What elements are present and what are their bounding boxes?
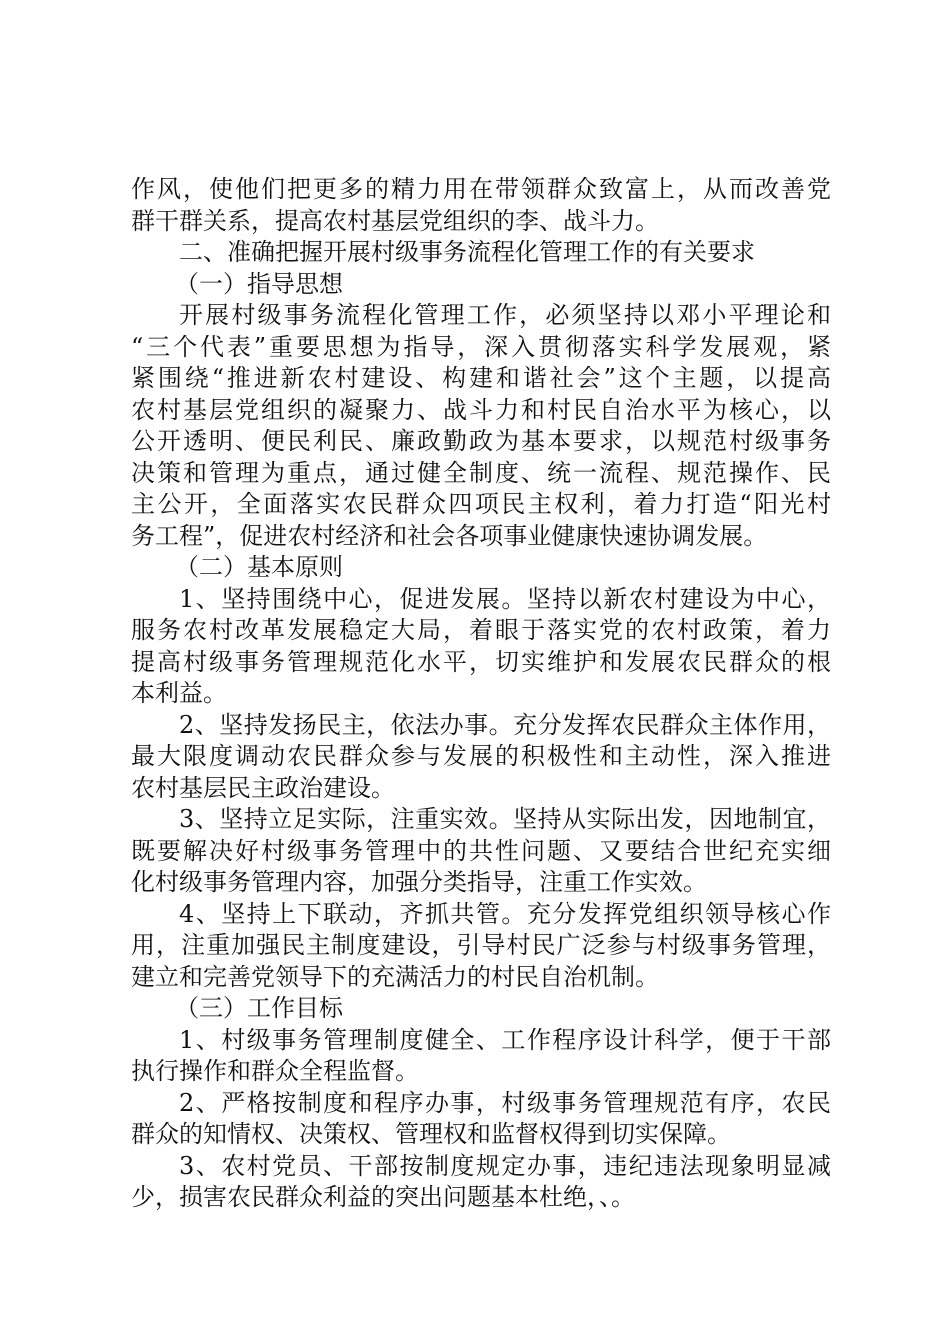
- document-body: [131, 174, 831, 1214]
- text-line: 2、严格按制度和程序办事，村级事务管理规范有序，农民: [179, 1088, 831, 1117]
- text-line: 二、准确把握开展村级事务流程化管理工作的有关要求: [179, 238, 755, 266]
- text-line: 既要解决好村级事务管理中的共性问题、又要结合世纪充实细: [131, 836, 831, 865]
- body-paragraph: [131, 174, 831, 237]
- text-line: 4、坚持上下联动，齐抓共管。充分发挥党组织领导核心作: [179, 899, 831, 928]
- text-line: 少，损害农民群众利益的突出问题基本杜绝，、。: [131, 1183, 635, 1211]
- text-line: （二）基本原则: [175, 553, 343, 581]
- body-paragraph: [131, 1151, 831, 1214]
- body-paragraph: [131, 300, 831, 552]
- body-paragraph: [131, 1088, 831, 1151]
- text-line: 务工程”，促进农村经济和社会各项事业健康快速协调发展。: [131, 521, 768, 550]
- body-paragraph: [131, 1025, 831, 1088]
- document-page: [131, 174, 831, 1214]
- text-line: 3、坚持立足实际，注重实效。坚持从实际出发，因地制宜，: [179, 805, 831, 833]
- text-line: 群干群关系，提高农村基层党组织的李、战斗力。: [131, 206, 659, 235]
- text-line: 服务农村改革发展稳定大局，着眼于落实党的农村政策，着力: [131, 616, 831, 644]
- text-line: 提高村级事务管理规范化水平，切实维护和发展农民群众的根: [131, 647, 831, 676]
- body-paragraph: [131, 804, 831, 899]
- text-line: “三个代表”重要思想为指导，深入贯彻落实科学发展观，紧: [131, 332, 831, 361]
- body-paragraph: [131, 899, 831, 994]
- text-line: （一）指导思想: [175, 269, 343, 298]
- text-line: 化村级事务管理内容，加强分类指导，注重工作实效。: [131, 868, 707, 896]
- subsection-heading: [131, 993, 831, 1025]
- text-line: 本利益。: [131, 679, 227, 707]
- text-line: 群众的知情权、决策权、管理权和监督权得到切实保障。: [131, 1120, 731, 1148]
- text-line: 用，注重加强民主制度建设，引导村民广泛参与村级事务管理，: [131, 931, 831, 959]
- text-line: 决策和管理为重点，通过健全制度、统一流程、规范操作、民: [131, 458, 831, 487]
- text-line: 最大限度调动农民群众参与发展的积极性和主动性，深入推进: [131, 742, 831, 770]
- text-line: 执行操作和群众全程监督。: [131, 1057, 419, 1085]
- text-line: 农村基层党组织的凝聚力、战斗力和村民自治水平为核心，以: [131, 395, 831, 424]
- text-line: 公开透明、便民利民、廉政勤政为基本要求，以规范村级事务: [131, 427, 831, 455]
- text-line: 1、坚持围绕中心，促进发展。坚持以新农村建设为中心，: [179, 584, 831, 613]
- text-line: 开展村级事务流程化管理工作，必须坚持以邓小平理论和: [179, 301, 831, 329]
- text-line: 3、农村党员、干部按制度规定办事，违纪违法现象明显减: [179, 1151, 831, 1180]
- body-paragraph: [131, 710, 831, 805]
- subsection-heading: [131, 552, 831, 584]
- text-line: 2、坚持发扬民主，依法办事。充分发挥农民群众主体作用，: [179, 710, 831, 739]
- section-heading: [131, 237, 831, 269]
- text-line: 1、村级事务管理制度健全、工作程序设计科学，便于干部: [179, 1025, 831, 1054]
- body-paragraph: [131, 584, 831, 710]
- text-line: 建立和完善党领导下的充满活力的村民自治机制。: [131, 962, 659, 991]
- subsection-heading: [131, 269, 831, 301]
- text-line: 主公开，全面落实农民群众四项民主权利，着力打造“阳光村: [131, 490, 831, 518]
- text-line: （三）工作目标: [175, 994, 343, 1022]
- text-line: 农村基层民主政治建设。: [131, 773, 395, 802]
- text-line: 紧围绕“推进新农村建设、构建和谐社会”这个主题，以提高: [131, 364, 831, 392]
- text-line: 作风，使他们把更多的精力用在带领群众致富上，从而改善党: [131, 175, 831, 203]
